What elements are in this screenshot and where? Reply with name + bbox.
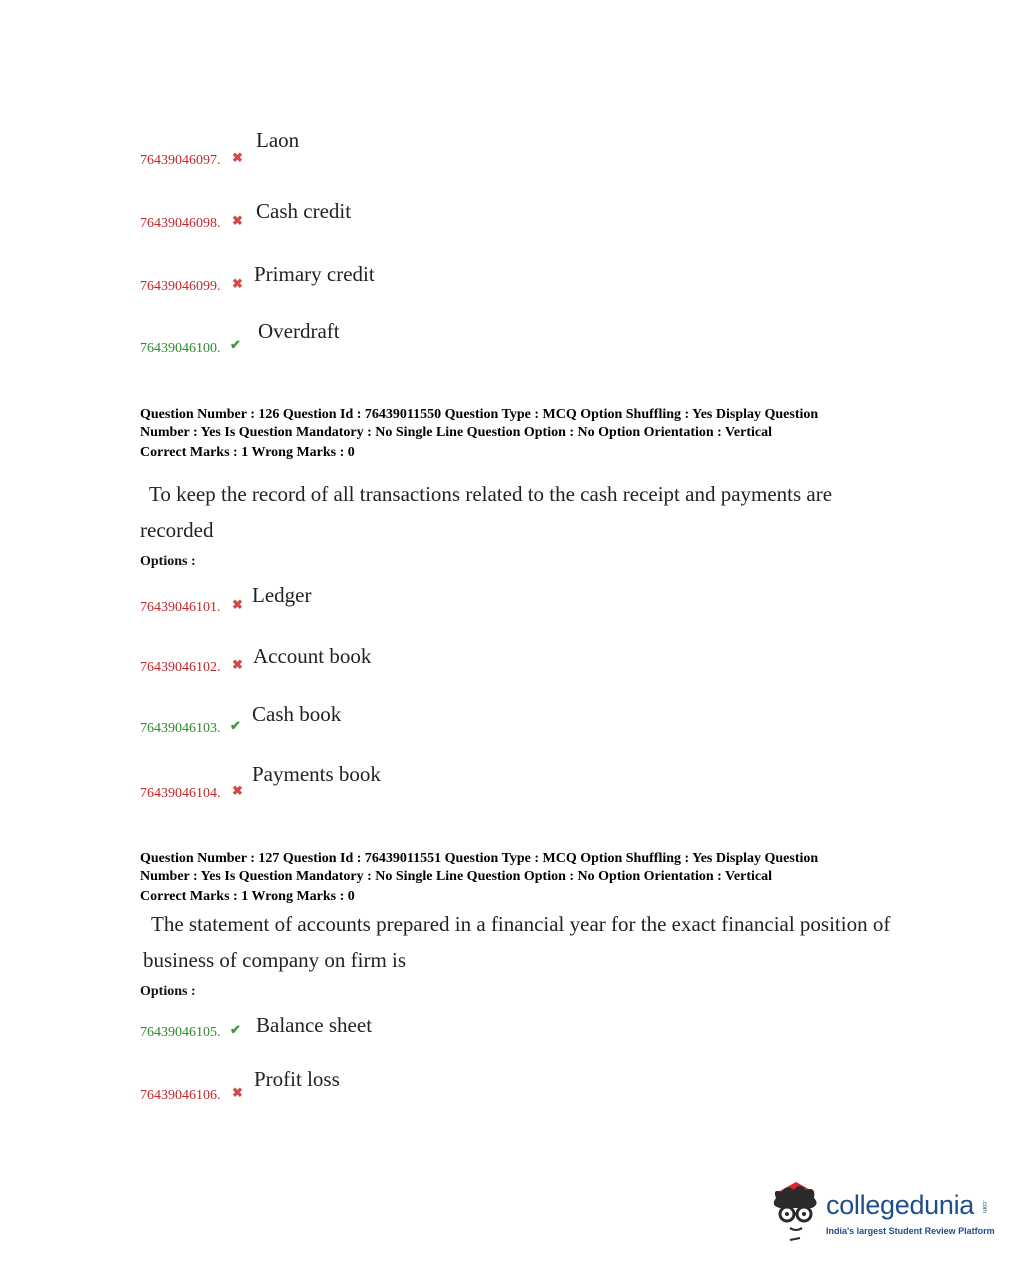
option-row: [0, 644, 900, 694]
question-text: [140, 476, 900, 548]
option-id: 76439046102.: [140, 660, 221, 675]
question-line: To keep the record of all transactions related to the cash receipt and payments are: [149, 482, 833, 506]
question-text: [140, 906, 940, 978]
option-row: [0, 199, 900, 249]
cross-icon: ✖: [232, 597, 243, 612]
cross-icon: ✖: [232, 213, 243, 228]
option-id: 76439046099.: [140, 279, 221, 294]
option-id: 76439046105.: [140, 1025, 221, 1040]
question-line: The statement of accounts prepared in a financial year for the exact financial position of: [151, 912, 891, 936]
option-text: Cash credit: [256, 199, 352, 223]
question-line: business of company on firm is: [143, 948, 407, 972]
meta-line: Number : Yes Is Question Mandatory : No Single Line Question Option : No Option Orientation : Vertical: [140, 869, 772, 884]
check-icon: ✔: [230, 718, 241, 733]
option-id: 76439046100.: [140, 341, 221, 356]
logo-tagline: India's largest Student Review Platform: [826, 1226, 995, 1236]
option-id: 76439046106.: [140, 1088, 221, 1103]
meta-line: Question Number : 126 Question Id : 76439011550 Question Type : MCQ Option Shuffling : Yes Display Question: [140, 407, 819, 422]
option-id: 76439046098.: [140, 216, 221, 231]
options-label: Options :: [140, 554, 196, 569]
check-icon: ✔: [230, 1022, 241, 1037]
logo-suffix: .com: [981, 1200, 987, 1214]
option-text: Payments book: [252, 762, 381, 786]
option-row: [0, 262, 900, 312]
option-text: Account book: [253, 644, 372, 668]
options-label: Options :: [140, 984, 196, 999]
option-text: Overdraft: [258, 319, 340, 343]
cross-icon: ✖: [232, 1085, 243, 1100]
cross-icon: ✖: [232, 150, 243, 165]
option-row: [0, 319, 900, 369]
option-row: [0, 128, 900, 178]
option-text: Primary credit: [254, 262, 375, 286]
option-id: 76439046097.: [140, 153, 221, 168]
question-meta: [140, 406, 900, 462]
collegedunia-logo: [768, 1178, 998, 1248]
option-row: [0, 1067, 900, 1117]
option-row: [0, 762, 900, 812]
check-icon: ✔: [230, 337, 241, 352]
logo-wordmark: collegedunia: [826, 1190, 975, 1220]
option-id: 76439046104.: [140, 786, 221, 801]
meta-line: Question Number : 127 Question Id : 76439011551 Question Type : MCQ Option Shuffling : Yes Display Question: [140, 851, 819, 866]
question-line: recorded: [140, 518, 214, 542]
option-text: Cash book: [252, 702, 342, 726]
marks-line: Correct Marks : 1 Wrong Marks : 0: [140, 889, 355, 904]
cross-icon: ✖: [232, 783, 243, 798]
meta-line: Number : Yes Is Question Mandatory : No Single Line Question Option : No Option Orientation : Vertical: [140, 425, 772, 440]
option-row: [0, 583, 900, 633]
option-id: 76439046103.: [140, 721, 221, 736]
option-text: Profit loss: [254, 1067, 340, 1091]
cross-icon: ✖: [232, 276, 243, 291]
option-text: Balance sheet: [256, 1013, 373, 1037]
option-id: 76439046101.: [140, 600, 221, 615]
option-text: Ledger: [252, 583, 312, 607]
marks-line: Correct Marks : 1 Wrong Marks : 0: [140, 445, 355, 460]
cross-icon: ✖: [232, 657, 243, 672]
question-meta: [140, 850, 900, 906]
option-row: [0, 702, 900, 752]
option-text: Laon: [256, 128, 300, 152]
mascot-icon: [768, 1178, 824, 1244]
option-row: [0, 1013, 900, 1063]
